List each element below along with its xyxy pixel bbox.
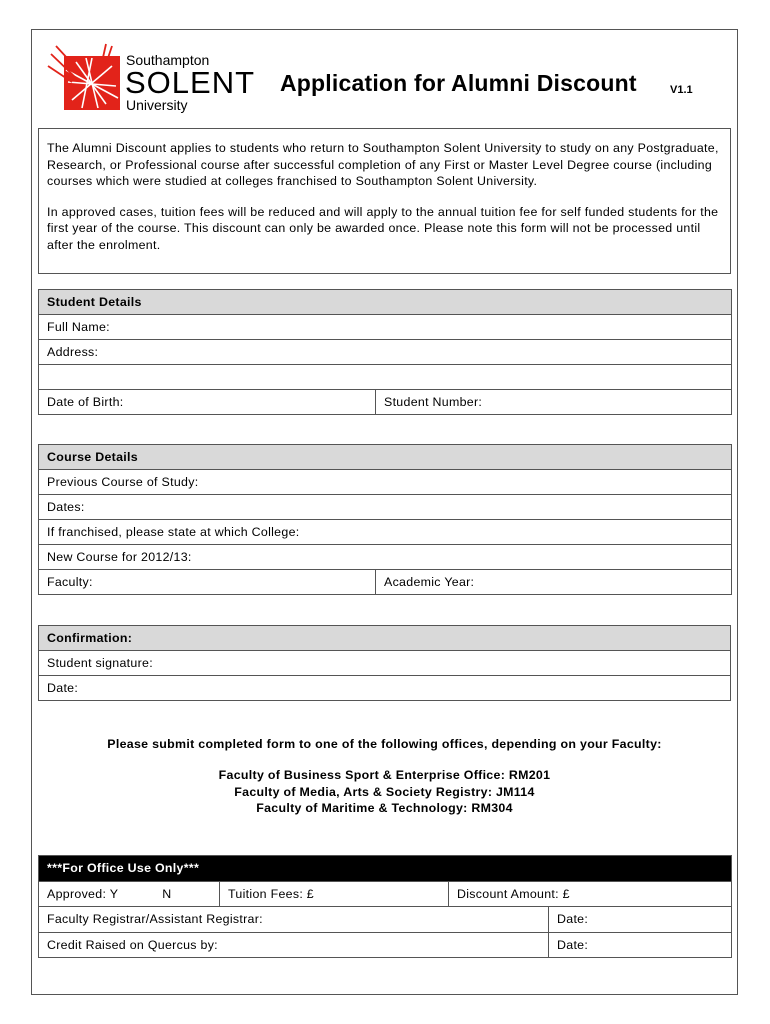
approved-field[interactable] bbox=[39, 881, 220, 907]
new-course-field[interactable]: New Course for 2012/13: bbox=[39, 545, 732, 570]
course-details-heading: Course Details bbox=[39, 445, 732, 470]
university-logo bbox=[46, 42, 256, 118]
office-use-table bbox=[38, 855, 732, 958]
solent-logo-icon bbox=[46, 42, 122, 118]
credit-date-field[interactable]: Date: bbox=[549, 932, 732, 958]
franchised-college-field[interactable]: If franchised, please state at which College: bbox=[39, 520, 732, 545]
page-title: Application for Alumni Discount bbox=[280, 70, 637, 96]
logo-text-university: University bbox=[126, 97, 188, 113]
academic-year-field[interactable]: Academic Year: bbox=[376, 570, 732, 595]
confirmation-table bbox=[38, 625, 731, 701]
address-field[interactable]: Address: bbox=[39, 340, 732, 365]
course-details-table bbox=[38, 444, 732, 595]
student-signature-field[interactable]: Student signature: bbox=[39, 651, 731, 676]
office-business: Faculty of Business Sport & Enterprise Office: RM201 bbox=[218, 768, 551, 782]
approved-no-label: N bbox=[162, 886, 172, 901]
discount-amount-field[interactable]: Discount Amount: £ bbox=[449, 881, 732, 907]
office-use-heading: ***For Office Use Only*** bbox=[39, 856, 732, 882]
faculty-registrar-field[interactable]: Faculty Registrar/Assistant Registrar: bbox=[39, 907, 549, 933]
logo-text-solent: SOLENT bbox=[125, 65, 256, 100]
office-media: Faculty of Media, Arts & Society Registry: JM114 bbox=[234, 784, 535, 799]
previous-course-field[interactable]: Previous Course of Study: bbox=[39, 470, 732, 495]
tuition-fees-field[interactable]: Tuition Fees: £ bbox=[220, 881, 449, 907]
full-name-field[interactable]: Full Name: bbox=[39, 315, 732, 340]
logo-text-southampton: Southampton bbox=[126, 52, 210, 68]
approved-yes-label: Approved: Y bbox=[47, 886, 119, 901]
intro-paragraph-2: In approved cases, tuition fees will be reduced and will apply to the annual tuition fee for self funded students for the first year of the course. This discount can only be awarded once. Please note this form will not be processed until after the enrolment. bbox=[47, 204, 719, 252]
registrar-date-field[interactable]: Date: bbox=[549, 907, 732, 933]
intro-box bbox=[38, 128, 731, 274]
office-maritime: Faculty of Maritime & Technology: RM304 bbox=[256, 801, 513, 815]
faculty-field[interactable]: Faculty: bbox=[39, 570, 376, 595]
submission-instructions: Please submit completed form to one of the following offices, depending on your Faculty: bbox=[107, 737, 662, 751]
student-details-heading: Student Details bbox=[39, 290, 732, 315]
credit-raised-field[interactable]: Credit Raised on Quercus by: bbox=[39, 932, 549, 958]
intro-paragraph-1: The Alumni Discount applies to students who return to Southampton Solent University to study on any Postgraduate, Research, or Professional course after successful completion of any First or Master Level Degree course (including courses which were studied at colleges franchised to Southampton Solent University. bbox=[47, 141, 719, 188]
submission-offices bbox=[38, 737, 731, 817]
student-details-table bbox=[38, 289, 732, 415]
confirmation-heading: Confirmation: bbox=[39, 626, 731, 651]
date-of-birth-field[interactable]: Date of Birth: bbox=[39, 390, 376, 415]
version-label: V1.1 bbox=[670, 84, 693, 96]
student-number-field[interactable]: Student Number: bbox=[376, 390, 732, 415]
confirmation-date-field[interactable]: Date: bbox=[39, 676, 731, 701]
dates-field[interactable]: Dates: bbox=[39, 495, 732, 520]
address-field-line-2[interactable] bbox=[39, 365, 732, 390]
